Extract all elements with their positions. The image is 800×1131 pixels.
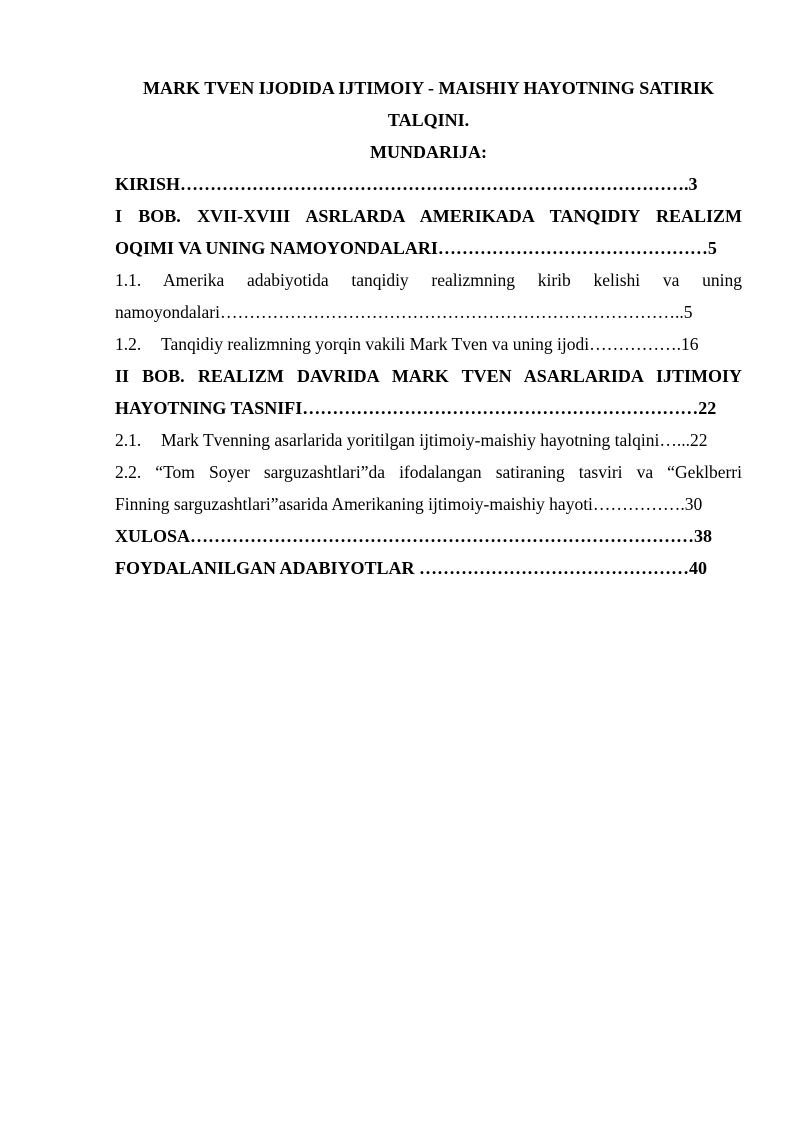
- toc-entry-2-1-text: Mark Tvenning asarlarida yoritilgan ijtimoiy-maishiy hayotning talqini…...22: [161, 430, 708, 450]
- toc-entry-adabiyotlar: FOYDALANILGAN ADABIYOTLAR ………………………………………40: [115, 558, 708, 578]
- toc-entry-chapter-1-line-1: I BOB. XVII-XVIII ASRLARDA AMERIKADA TANQIDIY REALIZM: [115, 206, 742, 226]
- toc-entry-chapter-2-line-1: II BOB. REALIZM DAVRIDA MARK TVEN ASARLARIDA IJTIMOIY: [115, 366, 742, 386]
- toc-entry-chapter-2-line-2: HAYOTNING TASNIFI…………………………………………………………22: [115, 398, 717, 418]
- toc-entry-1-1-line-1: 1.1. Amerika adabiyotida tanqidiy realizmning kirib kelishi va uning: [115, 270, 742, 290]
- document-title-line-2: TALQINI.: [387, 110, 470, 130]
- toc-entry-1-1-line-2: namoyondalari……………………………………………………………………..5: [115, 302, 693, 322]
- toc-entry-chapter-1-line-2: OQIMI VA UNING NAMOYONDALARI………………………………………5: [115, 238, 717, 258]
- toc-entry-kirish: KIRISH………………………………………………………………………….3: [115, 174, 698, 194]
- toc-entry-2-1: [115, 424, 742, 456]
- toc-entry-xulosa: XULOSA…………………………………………………………………………38: [115, 526, 713, 546]
- document-title-line-1: MARK TVEN IJODIDA IJTIMOIY - MAISHIY HAYOTNING SATIRIK: [143, 78, 714, 98]
- toc-entry-2-2-line-1: 2.2. “Tom Soyer sarguzashtlari”da ifodalangan satiraning tasviri va “Geklberri: [115, 462, 742, 482]
- toc-entry-2-2-line-2: Finning sarguzashtlari”asarida Amerikaning ijtimoiy-maishiy hayoti…………….30: [115, 494, 703, 514]
- document-content: [115, 72, 742, 584]
- toc-heading: MUNDARIJA:: [370, 142, 487, 162]
- toc-entry-2-1-number: 2.1.: [115, 430, 142, 450]
- toc-entry-1-2: [115, 328, 742, 360]
- toc-entry-1-2-number: 1.2.: [115, 334, 142, 354]
- toc-entry-1-2-text: Tanqidiy realizmning yorqin vakili Mark Tven va uning ijodi…………….16: [161, 334, 699, 354]
